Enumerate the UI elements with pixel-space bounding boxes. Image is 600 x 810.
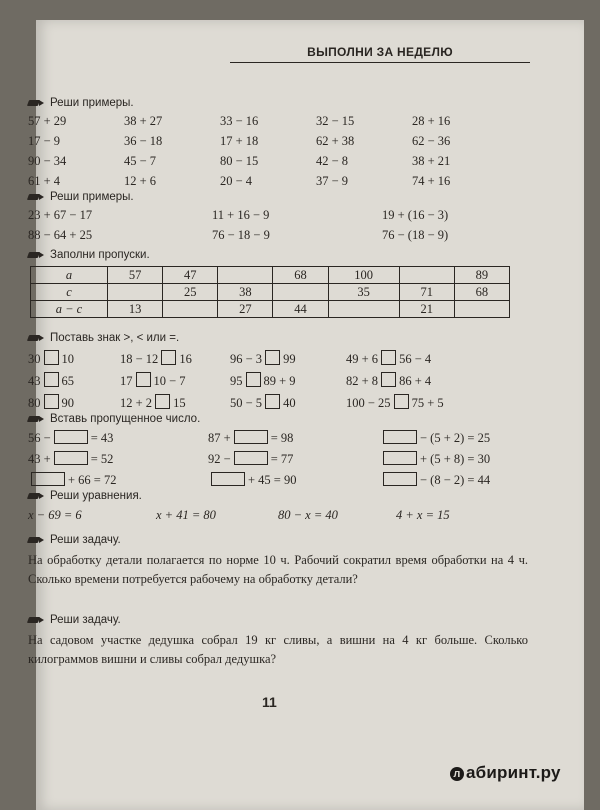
equation-item: 4 + x = 15 [396,508,450,522]
example-item: 42 − 8 [316,154,349,168]
table-cell [218,267,273,284]
answer-box [234,430,268,444]
section-title: Реши уравнения. [28,490,142,502]
table-cell [273,284,328,301]
example-item: 37 − 9 [316,174,349,188]
compare-left: 96 − 3 [230,352,263,366]
pencil-icon [28,415,44,423]
missing-post: = 43 [90,431,114,445]
pencil-icon [28,492,44,500]
table-row [31,284,510,301]
answer-box [381,372,396,387]
missing-post: = 52 [90,452,114,466]
example-item: 61 + 4 [28,174,61,188]
compare-left: 12 + 2 [120,396,153,410]
compare-right: 40 [283,396,296,410]
section-title: Реши примеры. [28,191,134,203]
answer-box [265,350,280,365]
section-title: Вставь пропущенное число. [28,413,200,425]
missing-post: − (5 + 2) = 25 [420,431,491,445]
answer-box [44,350,59,365]
header-rule [230,62,530,63]
compare-item [230,372,346,389]
example-item: 57 + 29 [28,114,67,128]
missing-item [28,472,208,488]
compare-left: 43 [28,374,41,388]
pencil-icon [28,193,44,201]
compare-grid [28,350,466,411]
table-cell: 35 [328,284,399,301]
table-row-label: a [31,267,108,284]
answer-box [234,451,268,465]
pencil-icon [28,536,44,544]
answer-box [381,350,396,365]
answer-box [246,372,261,387]
compare-left: 82 + 8 [346,374,379,388]
table-cell: 68 [273,267,328,284]
equation-item: x + 41 = 80 [156,508,216,522]
table-row-label: c [31,284,108,301]
answer-box [44,372,59,387]
answer-box [383,430,417,444]
table-cell: 21 [399,301,454,318]
example-item: 17 + 18 [220,134,259,148]
compare-right: 15 [173,396,186,410]
missing-item [28,430,208,446]
table-cell: 47 [163,267,218,284]
answer-box [161,350,176,365]
example-item: 36 − 18 [124,134,163,148]
examples-grid-1 [28,114,508,189]
fill-in-table [30,266,510,318]
example-item: 19 + (16 − 3) [382,208,449,222]
missing-post: = 98 [270,431,294,445]
pencil-icon [28,251,44,259]
example-item: 20 − 4 [220,174,253,188]
compare-right: 65 [61,374,74,388]
example-item: 90 − 34 [28,154,67,168]
missing-post: + 45 = 90 [248,473,297,487]
example-item: 80 − 15 [220,154,259,168]
compare-item [120,372,230,389]
example-item: 38 + 21 [412,154,451,168]
pencil-icon [28,334,44,342]
missing-pre: 87 + [208,431,231,445]
compare-right: 99 [283,352,296,366]
example-item: 33 − 16 [220,114,259,128]
missing-item [380,451,520,467]
example-item: 62 + 38 [316,134,355,148]
compare-item [346,372,466,389]
table-cell: 100 [328,267,399,284]
compare-item [346,350,466,367]
pencil-icon [28,616,44,624]
page-header: ВЫПОЛНИ ЗА НЕДЕЛЮ [307,45,453,59]
example-item: 28 + 16 [412,114,451,128]
section-title: Заполни пропуски. [28,249,150,261]
missing-item [380,430,520,446]
table-cell: 13 [108,301,163,318]
table-row [31,301,510,318]
example-item: 76 − 18 − 9 [212,228,270,242]
site-watermark: л абиринт.ру [450,763,561,783]
table-row [31,267,510,284]
answer-box [54,451,88,465]
pencil-icon [28,99,44,107]
answer-box [136,372,151,387]
compare-right: 90 [61,396,74,410]
example-item: 74 + 16 [412,174,451,188]
task-text-2: На садовом участке дедушка собрал 19 кг сливы, а вишни на 4 кг больше. Сколько килограммов вишни и сливы собрал дедушка? [28,633,528,666]
missing-post: + (5 + 8) = 30 [420,452,491,466]
page-number: 11 [262,694,277,710]
missing-post: = 77 [270,452,294,466]
missing-post: − (8 − 2) = 44 [420,473,491,487]
compare-right: 10 [61,352,74,366]
labyrinth-logo-icon: л [450,767,464,781]
answer-box [383,472,417,486]
section-title: Реши примеры. [28,97,134,109]
table-cell: 25 [163,284,218,301]
compare-left: 50 − 5 [230,396,263,410]
answer-box [383,451,417,465]
compare-left: 100 − 25 [346,396,391,410]
missing-item [28,451,208,467]
example-item: 62 − 36 [412,134,451,148]
answer-box [155,394,170,409]
table-cell: 68 [454,284,509,301]
missing-pre: 56 − [28,431,51,445]
answer-box [31,472,65,486]
compare-left: 18 − 12 [120,352,159,366]
compare-left: 95 [230,374,243,388]
compare-item [120,350,230,367]
table-cell [108,284,163,301]
missing-item [208,451,380,467]
compare-right: 56 − 4 [399,352,432,366]
example-item: 23 + 67 − 17 [28,208,93,222]
example-item: 32 − 15 [316,114,355,128]
compare-right: 10 − 7 [153,374,186,388]
example-item: 17 − 9 [28,134,61,148]
examples-grid-2 [28,208,512,243]
section-title: Поставь знак >, < или =. [28,332,179,344]
example-item: 11 + 16 − 9 [212,208,270,222]
equations-grid [28,508,496,523]
table-row-label: a − c [31,301,108,318]
missing-number-grid [28,430,520,488]
table-cell: 27 [218,301,273,318]
table-cell: 89 [454,267,509,284]
compare-left: 49 + 6 [346,352,379,366]
missing-pre: 43 + [28,452,51,466]
section-title: Реши задачу. [28,614,121,626]
table-cell: 38 [218,284,273,301]
missing-pre: 92 − [208,452,231,466]
compare-left: 30 [28,352,41,366]
answer-box [394,394,409,409]
compare-right: 89 + 9 [263,374,296,388]
compare-left: 17 [120,374,133,388]
example-item: 76 − (18 − 9) [382,228,449,242]
table-cell [163,301,218,318]
compare-left: 80 [28,396,41,410]
missing-item [208,472,380,488]
table-cell: 57 [108,267,163,284]
table-cell: 44 [273,301,328,318]
example-item: 88 − 64 + 25 [28,228,93,242]
compare-right: 86 + 4 [399,374,432,388]
compare-item [346,394,466,411]
example-item: 12 + 6 [124,174,157,188]
compare-right: 75 + 5 [411,396,444,410]
answer-box [54,430,88,444]
equation-item: x − 69 = 6 [28,508,82,522]
answer-box [211,472,245,486]
missing-item [380,472,520,488]
missing-post: + 66 = 72 [68,473,117,487]
table-cell: 71 [399,284,454,301]
compare-item [230,350,346,367]
compare-item [28,350,120,367]
answer-box [44,394,59,409]
equation-item: 80 − x = 40 [278,508,338,522]
example-item: 45 − 7 [124,154,157,168]
compare-item [28,372,120,389]
table-cell [454,301,509,318]
section-title: Реши задачу. [28,534,121,546]
answer-box [265,394,280,409]
compare-item [230,394,346,411]
missing-item [208,430,380,446]
table-cell [399,267,454,284]
compare-right: 16 [179,352,192,366]
example-item: 38 + 27 [124,114,163,128]
compare-item [28,394,120,411]
compare-item [120,394,230,411]
task-text-1: На обработку детали полагается по норме 10 ч. Рабочий сократил время обработки на 4 ч. Сколько времени потребуется рабочему на обработку детали? [28,553,528,586]
table-cell [328,301,399,318]
